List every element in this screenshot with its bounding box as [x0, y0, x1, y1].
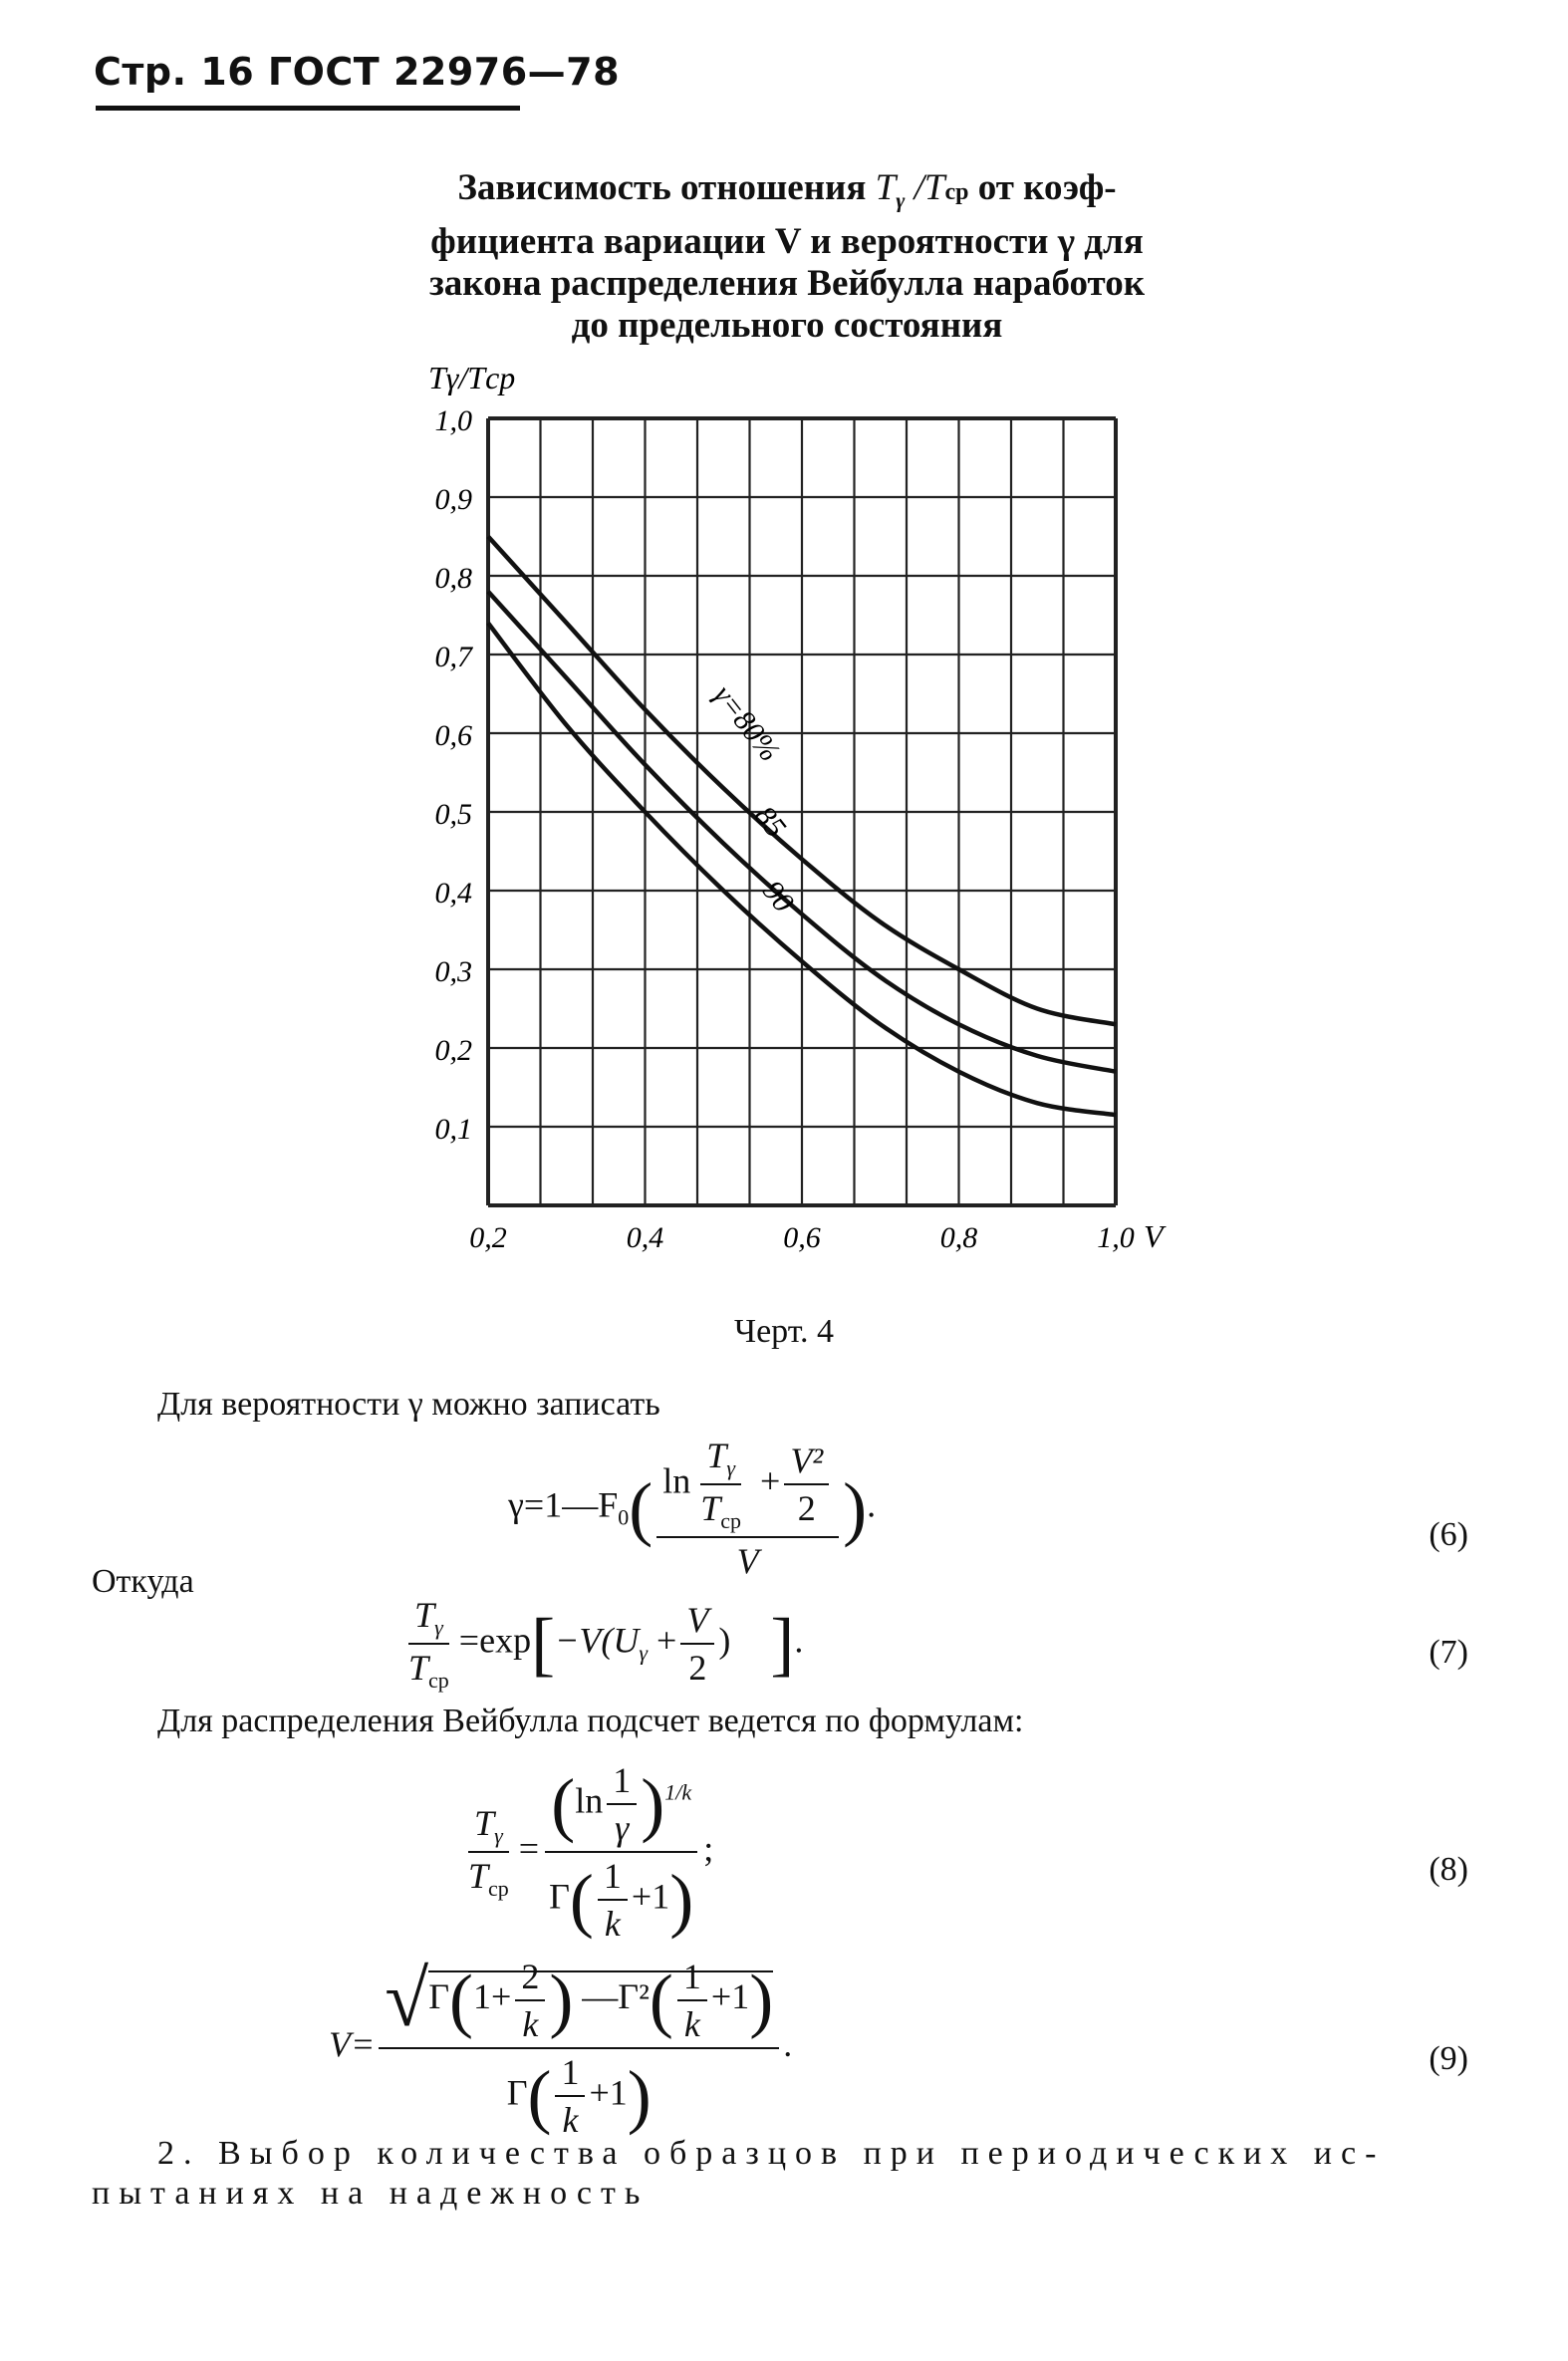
y-tick-label: 0,9: [434, 483, 472, 516]
x-axis-label: V: [1144, 1218, 1164, 1254]
y-tick-label: 0,3: [434, 955, 472, 988]
chart-title: Зависимость отношения $T_\gamma$ /Tср от коэф- фициента вариации V и вероятности γ для закона распределения Вейбулла наработок до предельного состояния: [428, 167, 1146, 347]
x-tick-label: 0,8: [939, 1221, 978, 1254]
y-tick-label: 0,1: [434, 1113, 472, 1146]
section-heading-line1: 2. Выбор количества образцов при периодических ис-: [157, 2135, 1386, 2172]
section-heading-line2: пытаниях на надежность: [92, 2175, 650, 2212]
series-label: γ=80%: [706, 678, 787, 768]
x-tick-label: 0,4: [626, 1221, 664, 1254]
y-tick-label: 1,0: [434, 404, 472, 437]
x-tick-label: 0,6: [783, 1221, 821, 1254]
eq-number-9: (9): [1429, 2040, 1468, 2077]
y-tick-label: 0,4: [434, 877, 472, 910]
weibull-chart: [379, 349, 1195, 1265]
header-rule: [96, 106, 520, 111]
page-header: Стр. 16 ГОСТ 22976—78: [94, 50, 621, 94]
text-whence: Откуда: [92, 1563, 194, 1600]
formula-7: $\frac{T_\gamma}{T_{ср}}$ $=\exp[-V(U_\gamma$ + $\frac{V}{2}$ ) ].: [408, 1595, 804, 1694]
series-label: 90: [755, 875, 801, 918]
y-tick-label: 0,7: [434, 641, 472, 673]
eq-number-7: (7): [1429, 1634, 1468, 1671]
eq-number-8: (8): [1429, 1851, 1468, 1888]
x-tick-label: 1,0: [1097, 1221, 1135, 1254]
y-tick-label: 0,5: [434, 798, 472, 831]
formula-8: $\frac{T_\gamma}{T_{ср}}$ = (ln $\frac{1}{\gamma}$ )$^{1/k}$ Γ( $\frac{1}{k}$ +1) ;: [468, 1760, 714, 1944]
x-tick-label: 0,2: [469, 1221, 507, 1254]
y-tick-label: 0,8: [434, 562, 472, 595]
text-weibull: Для распределения Вейбулла подсчет ведется по формулам:: [157, 1703, 1024, 1739]
y-tick-label: 0,2: [434, 1034, 472, 1067]
formula-9: V= √Γ(1+ $\frac{2}{k}$ ) —Γ²( $\frac{1}{k}$ +1) Γ( $\frac{1}{k}$ +1) .: [329, 1956, 793, 2140]
figure-caption: Черт. 4: [733, 1313, 835, 1350]
text-probability: Для вероятности γ можно записать: [157, 1386, 660, 1423]
formula-6: $\gamma=1—F_0$( ln $\frac{T_\gamma}{T_{ср}}$ + $\frac{\text{V²}}{2}$ V ).: [508, 1436, 877, 1582]
y-axis-label: Tγ/Tср: [428, 360, 516, 395]
eq-number-6: (6): [1429, 1516, 1468, 1553]
y-tick-label: 0,6: [434, 719, 472, 752]
series-label: 85: [747, 799, 793, 844]
